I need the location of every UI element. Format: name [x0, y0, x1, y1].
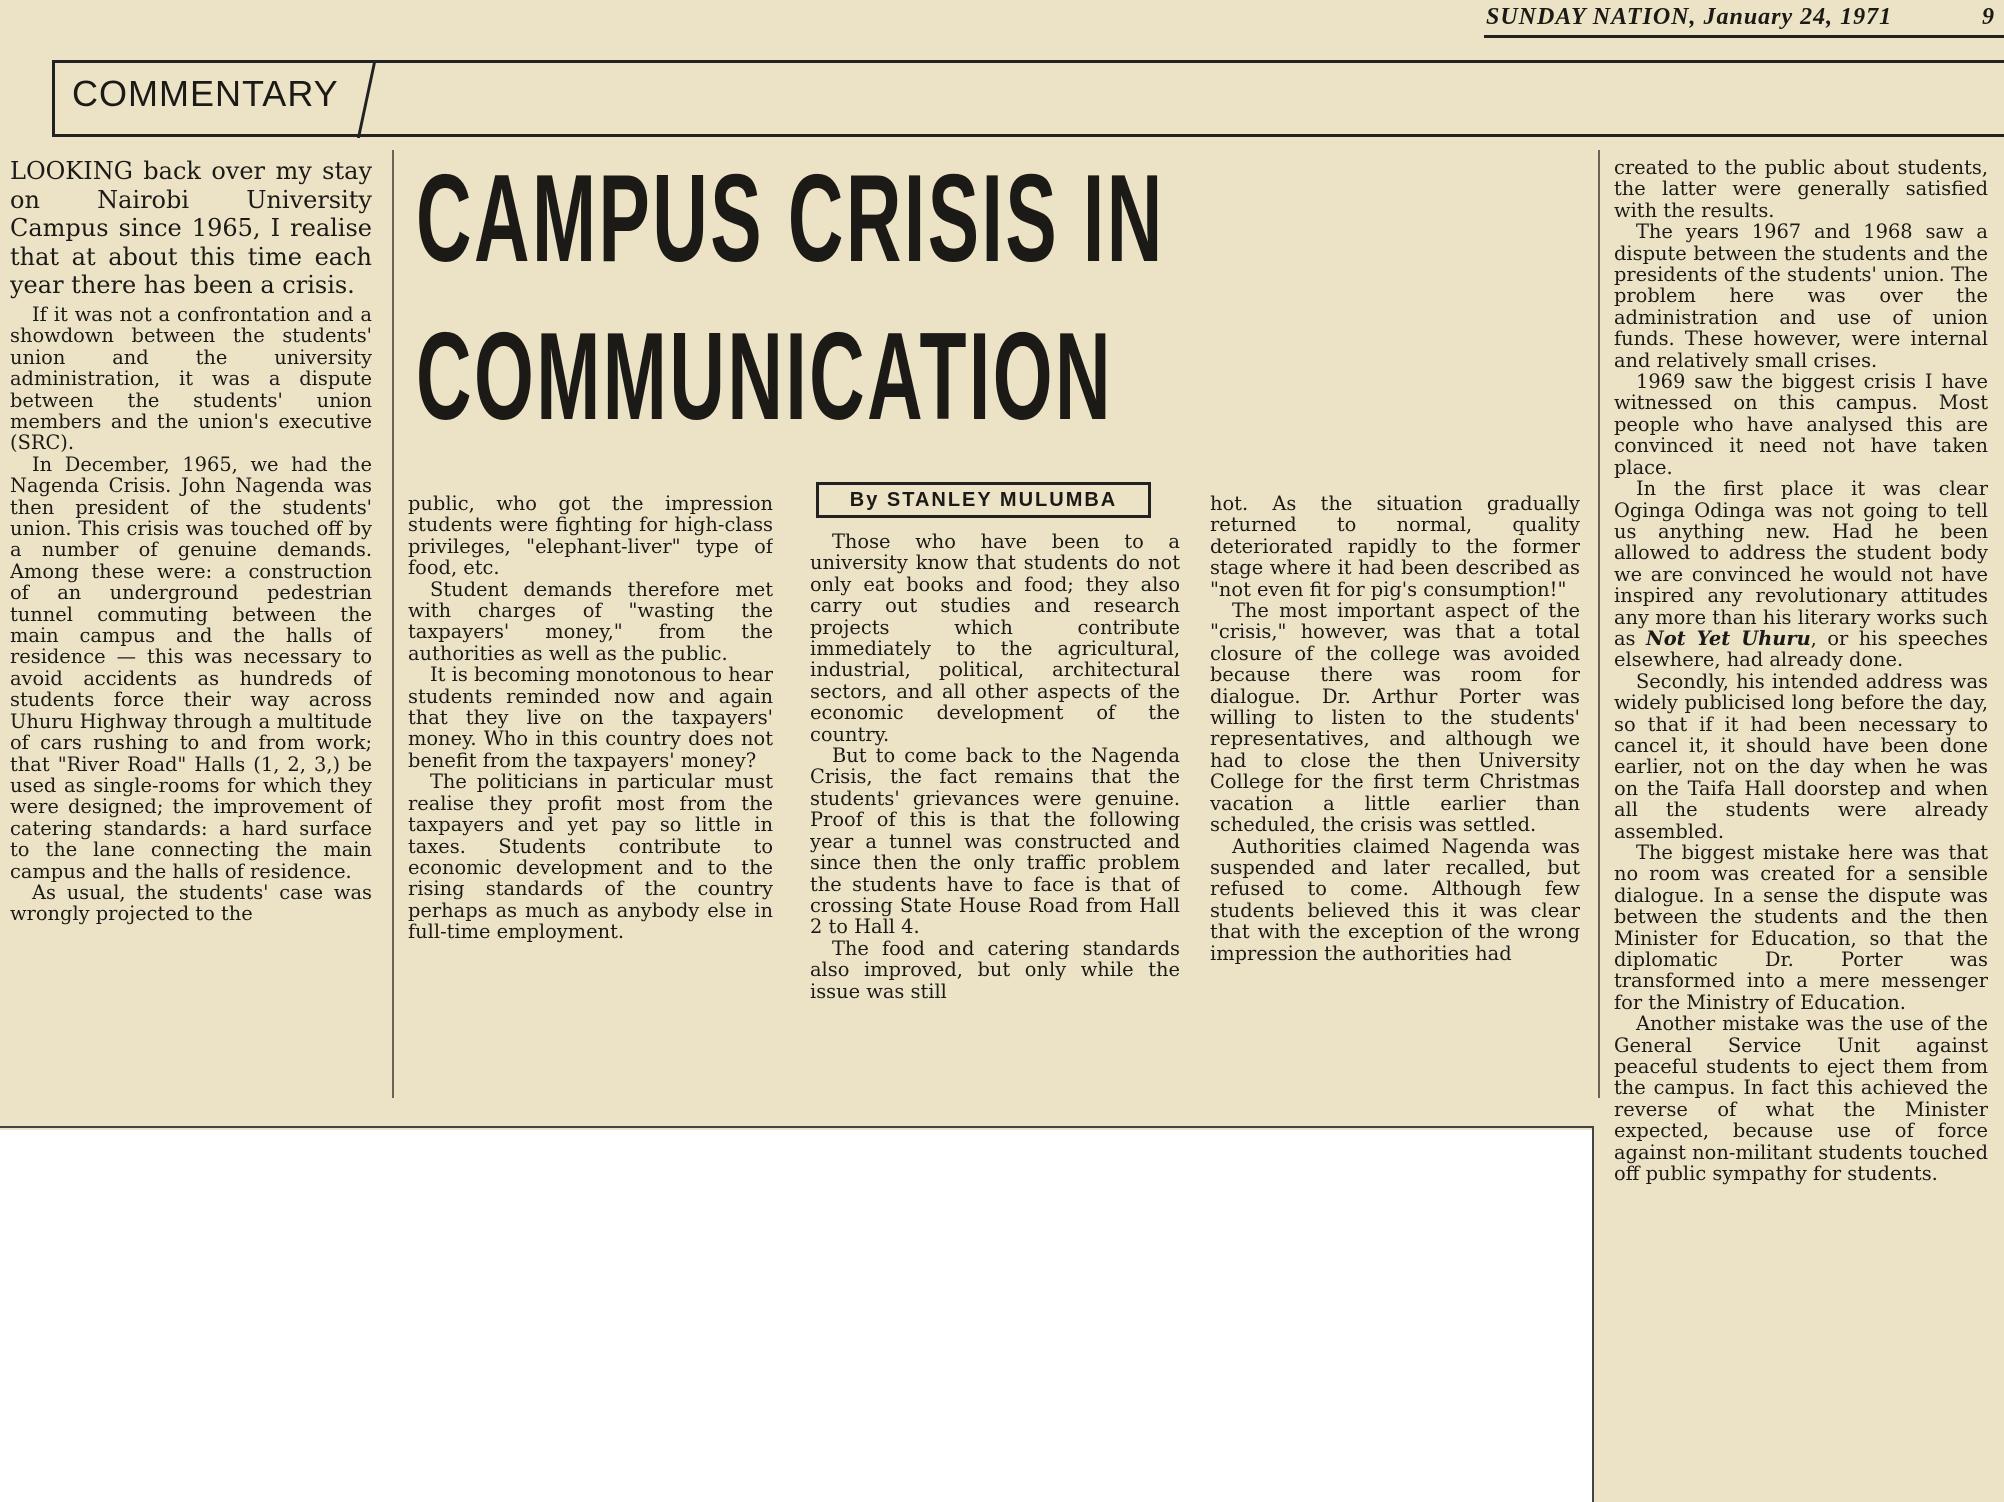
paragraph: The food and catering standards also improved, but only while the issue was still: [810, 936, 1180, 1003]
article-column-1: [10, 157, 372, 1105]
paragraph-text: In the first place it was clear Oginga Odinga was not going to tell us anything new. Had he been allowed to address the student body we are convinced he would not have inspired any revolutionary attitudes any more than his literary works such as: [1614, 477, 1988, 650]
paragraph-text: , or his speeches elsewhere, had already done.: [1614, 626, 1988, 672]
masthead: [1486, 4, 2001, 34]
headline-line-2: COMMUNICATION: [416, 308, 1114, 446]
masthead-date: SUNDAY NATION, January 24, 1971: [1486, 4, 1893, 30]
headline-line-1: CAMPUS CRISIS IN: [416, 150, 1165, 288]
book-title: Not Yet Uhuru: [1646, 626, 1811, 650]
article-column-2: [408, 493, 773, 1105]
section-frame-slash: [357, 62, 376, 138]
clipping-tail-rule: [1592, 1128, 1594, 1502]
paragraph: Those who have been to a university know that students do not only eat books and food; they also carry out studies and research projects which contribute immediately to the agricultural, industrial, political, architectural sectors, and all other aspects of the economic development of the country.: [810, 531, 1180, 746]
article-column-4: [1210, 493, 1580, 1105]
paragraph: But to come back to the Nagenda Crisis, the fact remains that the students' grievances were genuine. Proof of this is that the following year a tunnel was constructed and since then the only traffic problem the students have to face is that of crossing State House Road from Hall 2 to Hall 4.: [810, 744, 1180, 939]
paragraph: [1614, 478, 1988, 671]
article-column-5: [1614, 157, 1988, 1502]
paragraph: The politicians in particular must realise they profit most from the taxpayers and yet pay so little in taxes. Students contribute to economic development and to the rising standards of the country perhaps as much as anybody else in full-time employment.: [408, 770, 773, 944]
paragraph: public, who got the impression students were fighting for high-class privileges, "elephant-liver" type of food, etc.: [408, 493, 773, 580]
article-column-3: [810, 531, 1180, 1105]
paragraph: Another mistake was the use of the General Service Unit against peaceful students to eject them from the campus. In fact this achieved the reverse of what the Minister expected, because use of force against non-militant students touched off public sympathy for students.: [1614, 1012, 1988, 1186]
paragraph: Secondly, his intended address was widely publicised long before the day, so that if it had been necessary to cancel it, it should have been done earlier, not on the day when he was on the Taifa Hall doorstep and when all the students were already assembled.: [1614, 669, 1988, 843]
paragraph: The most important aspect of the "crisis," however, was that a total closure of the college was avoided because there was room for dialogue. Dr. Arthur Porter was willing to listen to the students' representatives, and although we had to close the then University College for the first term Christmas vacation a little earlier than scheduled, the crisis was settled.: [1210, 599, 1580, 837]
section-frame-bottom: [52, 134, 2004, 137]
paragraph: created to the public about students, the latter were generally satisfied with the results.: [1614, 157, 1988, 222]
paragraph: hot. As the situation gradually returned to normal, quality deteriorated rapidly to the former stage where it had been described as "not even fit for pig's consumption!": [1210, 493, 1580, 601]
headline: [416, 140, 1165, 456]
clipping-bottom-rule: [0, 1126, 1594, 1128]
section-frame-top: [52, 60, 2004, 63]
paragraph: Authorities claimed Nagenda was suspended and later recalled, but refused to come. Although few students believed this it was clear that with the exception of the wrong impression the authorities had: [1210, 834, 1580, 965]
byline: By STANLEY MULUMBA: [816, 482, 1151, 518]
column-rule: [392, 150, 394, 1098]
paragraph: The years 1967 and 1968 saw a dispute between the students and the presidents of the students' union. The problem here was over the administration and use of union funds. These however, were internal and relatively small crises.: [1614, 220, 1988, 372]
paragraph: As usual, the students' case was wrongly projected to the: [10, 880, 372, 926]
paragraph: It is becoming monotonous to hear students reminded now and again that they live on the taxpayers' money. Who in this country does not benefit from the taxpayers' money?: [408, 663, 773, 772]
masthead-rule: [1484, 35, 2004, 38]
paragraph: If it was not a confrontation and a showdown between the students' union and the university administration, it was a dispute between the students' union members and the union's executive (SRC).: [10, 302, 372, 455]
paragraph: 1969 saw the biggest crisis I have witnessed on this campus. Most people who have analysed this are convinced it need not have taken place.: [1614, 370, 1988, 479]
section-label: COMMENTARY: [72, 73, 339, 114]
page-number: 9: [1982, 4, 1995, 30]
lead-paragraph: LOOKING back over my stay on Nairobi University Campus since 1965, I realise that at about this time each year there has been a crisis.: [10, 157, 372, 300]
paragraph: The biggest mistake here was that no room was created for a sensible dialogue. In a sense the dispute was between the students and the then Minister for Education, so that the diplomatic Dr. Porter was transformed into a mere messenger for the Ministry of Education.: [1614, 841, 1988, 1014]
section-frame-left: [52, 60, 55, 136]
paragraph: Student demands therefore met with charges of "wasting the taxpayers' money," from the authorities as well as the public.: [408, 577, 773, 665]
column-rule: [1598, 150, 1600, 1098]
paragraph: In December, 1965, we had the Nagenda Crisis. John Nagenda was then president of the students' union. This crisis was touched off by a number of genuine demands. Among these were: a construction of an underground pedestrian tunnel commuting between the main campus and the halls of residence — this was necessary to avoid accidents as hundreds of students force their way across Uhuru Highway through a multitude of cars rushing to and from work; that "River Road" Halls (1, 2, 3,) be used as single-rooms for which they were designed; the improvement of catering standards: a hard surface to the lane connecting the main campus and the halls of residence.: [10, 452, 372, 883]
